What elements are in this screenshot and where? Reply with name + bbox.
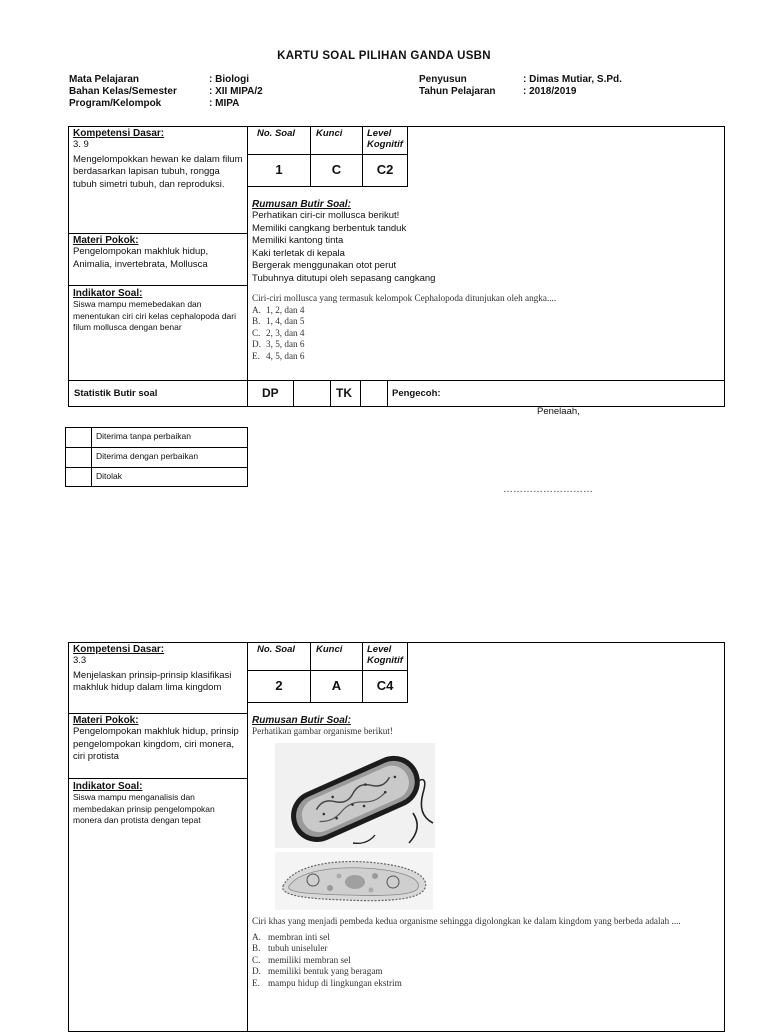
indikator-text: Siswa mampu menganalisis dan membedakan prinsip pengelompokan monera dan protista dengan tepat xyxy=(73,792,215,825)
option-c xyxy=(252,328,720,340)
header-value: : 2018/2019 xyxy=(523,86,577,97)
kunci-header: Kunci xyxy=(316,128,343,139)
option-letter: C. xyxy=(252,327,261,338)
option-text: 2, 3, dan 4 xyxy=(266,327,305,338)
stem-intro: Perhatikan ciri-cir mollusca berikut! xyxy=(252,210,400,221)
materi-section-2 xyxy=(73,715,245,764)
review-checkbox[interactable] xyxy=(66,468,91,487)
option-d xyxy=(252,966,718,978)
kd-text: Menjelaskan prinsip-prinsip klasifikasi makhluk hidup dalam lima kingdom xyxy=(73,669,232,693)
option-letter: E. xyxy=(252,350,260,361)
header-row-class xyxy=(69,86,263,98)
feature-list xyxy=(252,223,720,286)
header-value: : Dimas Mutiar, S.Pd. xyxy=(523,74,622,85)
list-item: Memiliki cangkang berbentuk tanduk xyxy=(252,222,407,234)
list-item: Memiliki kantong tinta xyxy=(252,235,344,246)
option-d xyxy=(252,339,720,351)
header-row-author xyxy=(419,74,622,86)
question-body-2 xyxy=(252,715,720,738)
header-row-subject xyxy=(69,74,263,86)
header-label: Tahun Pelajaran xyxy=(419,86,496,97)
statistik-label: Statistik Butir soal xyxy=(74,388,158,399)
header-row-program xyxy=(69,98,263,110)
kd-text: Mengelompokkan hewan ke dalam filum berdasarkan lapisan tubuh, rongga tubuh simetri tubuh, dan reproduksi. xyxy=(73,153,243,190)
indikator-label: Indikator Soal: xyxy=(73,781,143,792)
indikator-section-1 xyxy=(73,288,245,334)
option-b xyxy=(252,316,720,328)
dp-label: DP xyxy=(262,386,279,400)
review-checkbox[interactable] xyxy=(66,448,91,467)
review-option-accept: Diterima tanpa perbaikan xyxy=(96,431,191,441)
option-e xyxy=(252,978,718,990)
question-body-2-bottom xyxy=(252,916,718,989)
no-soal-header: No. Soal xyxy=(257,128,296,139)
cognitive-level: C2 xyxy=(376,162,394,177)
option-text: tubuh uniseluler xyxy=(268,943,328,953)
kd-section-2 xyxy=(73,644,245,695)
kd-label: Kompetensi Dasar: xyxy=(73,644,165,655)
answer-options xyxy=(252,305,720,363)
kd-section-1 xyxy=(73,128,243,191)
paramecium-illustration xyxy=(275,852,433,910)
materi-label: Materi Pokok: xyxy=(73,715,139,726)
answer-options xyxy=(252,932,718,990)
materi-text: Pengelompokan makhluk hidup, prinsip pengelompokan kingdom, ciri monera, ciri protista xyxy=(73,726,239,762)
header-label: Penyusun xyxy=(419,74,467,85)
materi-text: Pengelompokan makhluk hidup, Animalia, invertebrata, Mollusca xyxy=(73,246,209,270)
kd-label: Kompetensi Dasar: xyxy=(73,128,165,139)
option-letter: A. xyxy=(252,304,261,315)
header-left xyxy=(69,74,263,110)
kd-number: 3.3 xyxy=(73,655,87,666)
kunci-header: Kunci xyxy=(316,644,343,655)
header-label: Bahan Kelas/Semester xyxy=(69,86,177,97)
answer-key: C xyxy=(331,162,342,177)
bacterium-illustration xyxy=(275,743,435,848)
question-text: Ciri-ciri mollusca yang termasuk kelompok Cephalopoda ditunjukan oleh angka.... xyxy=(252,293,557,303)
question-number: 2 xyxy=(275,678,283,693)
header-value: : MIPA xyxy=(209,98,240,109)
option-e xyxy=(252,351,720,363)
indikator-text: Siswa mampu memebedakan dan menentukan ciri ciri kelas cephalopoda dari filum mollusca dengan benar xyxy=(73,299,237,332)
option-text: 1, 4, dan 5 xyxy=(266,316,305,326)
question-number: 1 xyxy=(275,162,283,177)
list-item: Bergerak menggunakan otot perut xyxy=(252,260,397,271)
header-label: Mata Pelajaran xyxy=(69,74,140,85)
list-item: Tubuhnya ditutupi oleh sepasang cangkang xyxy=(252,272,436,284)
header-row-year xyxy=(419,86,622,98)
option-letter: E. xyxy=(252,977,260,988)
option-text: memiliki bentuk yang beragam xyxy=(268,966,383,976)
option-letter: C. xyxy=(252,954,261,965)
pengecoh-label: Pengecoh: xyxy=(392,388,441,399)
option-text: mampu hidup di lingkungan ekstrim xyxy=(268,977,402,988)
option-letter: A. xyxy=(252,931,261,942)
list-item: Kaki terletak di kepala xyxy=(252,247,345,259)
answer-key: A xyxy=(331,678,342,693)
page-title: KARTU SOAL PILIHAN GANDA USBN xyxy=(277,50,491,62)
level-header: Level Kognitif xyxy=(367,644,403,666)
option-text: 1, 2, dan 4 xyxy=(266,304,305,315)
materi-section-1 xyxy=(73,235,243,271)
review-option-revise: Diterima dengan perbaikan xyxy=(96,451,199,461)
header-value: : XII MIPA/2 xyxy=(209,86,263,97)
option-letter: B. xyxy=(252,316,261,326)
header-right xyxy=(419,74,622,98)
penelaah-label: Penelaah, xyxy=(537,406,580,417)
bacterium-drawing xyxy=(275,743,435,848)
rumusan-label: Rumusan Butir Soal: xyxy=(252,199,351,210)
tk-label: TK xyxy=(336,386,352,400)
indikator-section-2 xyxy=(73,781,243,827)
rumusan-label: Rumusan Butir Soal: xyxy=(252,715,351,726)
option-text: membran inti sel xyxy=(268,931,330,942)
option-text: 4, 5, dan 6 xyxy=(266,350,305,361)
paramecium-drawing xyxy=(275,852,433,910)
indikator-label: Indikator Soal: xyxy=(73,288,143,299)
option-letter: D. xyxy=(252,966,261,976)
option-text: memiliki membran sel xyxy=(268,954,351,965)
header-label: Program/Kelompok xyxy=(69,98,162,109)
question-body-1 xyxy=(252,199,720,362)
header-value: : Biologi xyxy=(209,74,249,85)
question-text: Ciri khas yang menjadi pembeda kedua organisme sehingga digolongkan ke dalam kingdom yang berbeda adalah .... xyxy=(252,916,681,926)
review-checkbox[interactable] xyxy=(66,428,91,447)
option-c xyxy=(252,955,718,967)
option-a xyxy=(252,932,718,944)
cognitive-level: C4 xyxy=(376,678,394,693)
stem-intro: Perhatikan gambar organisme berikut! xyxy=(252,726,393,736)
option-b xyxy=(252,943,718,955)
option-letter: B. xyxy=(252,943,261,953)
option-text: 3, 5, dan 6 xyxy=(266,339,305,349)
review-option-reject: Ditolak xyxy=(96,471,122,481)
option-letter: D. xyxy=(252,339,261,349)
option-a xyxy=(252,305,720,317)
no-soal-header: No. Soal xyxy=(257,644,296,655)
signature-dots: ……………………… xyxy=(503,484,593,495)
materi-label: Materi Pokok: xyxy=(73,235,139,246)
level-header: Level Kognitif xyxy=(367,128,403,150)
kd-number: 3. 9 xyxy=(73,139,89,150)
